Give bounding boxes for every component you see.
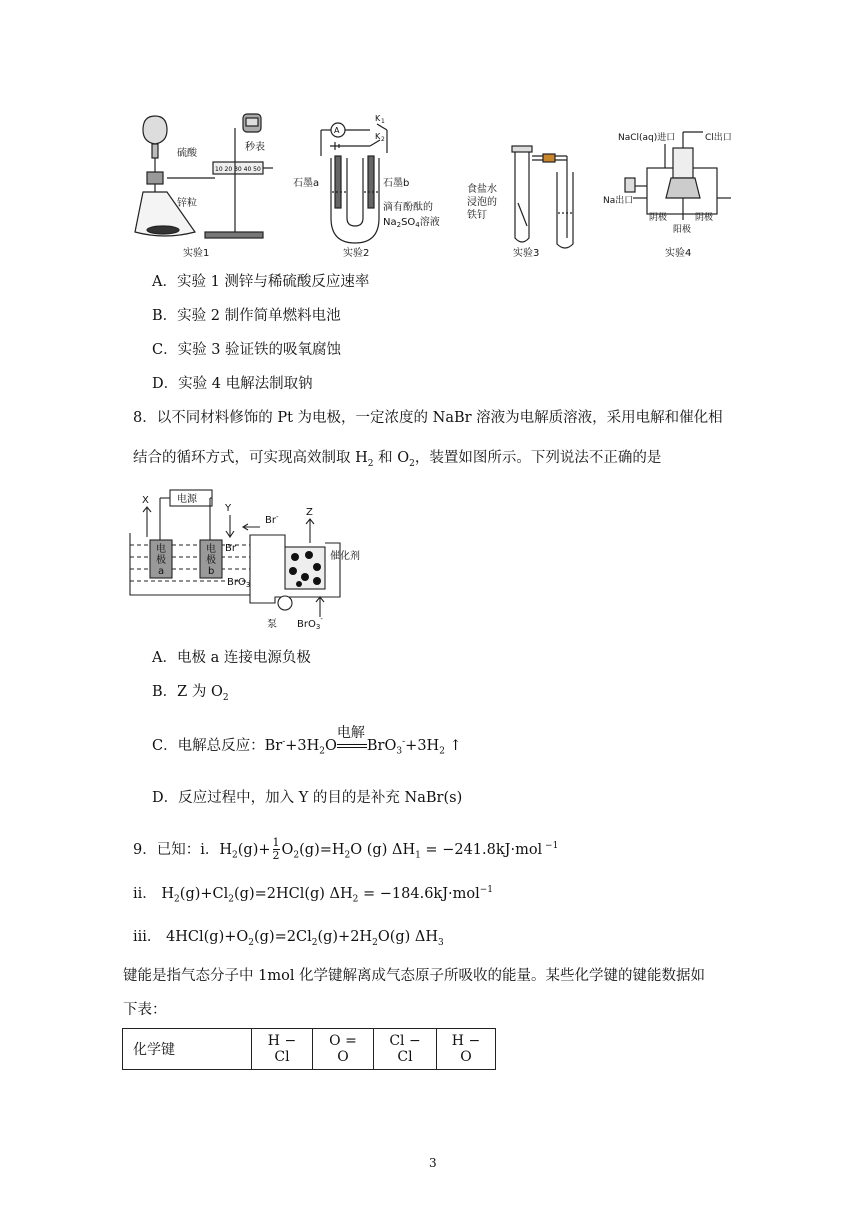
q8-electrode-a-2: 极 <box>156 555 166 566</box>
exp3-label-1: 食盐水 <box>467 184 497 195</box>
experiment-4-apparatus <box>625 132 731 220</box>
exp4-cathode1-label: 阴极 <box>649 213 668 223</box>
q8-electrode-b-2: 极 <box>206 555 216 566</box>
exp2-caption: 实验2 <box>343 248 370 259</box>
q7-option-a: A．实验 1 测锌与稀硫酸反应速率 <box>152 274 370 290</box>
q9-text-line2: 下表： <box>123 1002 167 1018</box>
q7-option-b: B．实验 2 制作简单燃料电池 <box>152 308 341 324</box>
exp4-caption: 实验4 <box>665 248 692 259</box>
q8-option-d: D．反应过程中，加入 Y 的目的是补充 NaBr(s) <box>152 790 463 806</box>
table-cell: Cl − Cl <box>374 1029 437 1070</box>
exp1-zinc-label: 锌粒 <box>177 198 197 209</box>
exp1-timer-label: 秒表 <box>245 142 265 153</box>
exp1-syringe-marks: 10 20 30 40 50 <box>215 166 261 173</box>
q9-equation-3: iii． $4HCl(g)+O_2(g)=2Cl_2(g)+2H_2O(g)$ $\Delta H_3$ <box>133 929 444 948</box>
table-row <box>123 1029 496 1070</box>
experiment-1-apparatus <box>135 114 273 238</box>
exp1-caption: 实验1 <box>183 248 210 259</box>
q8-pump-label: 泵 <box>267 619 277 630</box>
q8-option-b: B．Z 为 $O_2$ <box>152 684 229 703</box>
q9-equation-1: 9．已知：i．$H_2(g)+$ $\frac{1}{2}$ $O_2(g)=H_2O$ (g) $\Delta H_1 = -241.8kJ\cdot mol$ $^{-1}$ <box>133 836 559 863</box>
table-cell: H − O <box>437 1029 496 1070</box>
q8-br-near-label: Br <box>225 543 236 554</box>
page-number: 3 <box>429 1156 437 1170</box>
q8-c-condition: 电解 <box>336 724 365 741</box>
exp4-anode-label: 阳极 <box>673 225 692 235</box>
exp1-acid-label: 硫酸 <box>177 148 197 159</box>
exp4-cathode2-label: 阴极 <box>695 213 714 223</box>
exp2-k1-sub: 1 <box>381 118 385 125</box>
q8-stem-line1: 8．以不同材料修饰的 Pt 为电极，一定浓度的 NaBr 溶液为电解质溶液，采用电解和催化相 <box>133 410 723 426</box>
exp2-ammeter: A <box>334 126 340 135</box>
experiment-figure <box>125 108 745 263</box>
q8-br-arrow-label: Br- <box>265 513 279 526</box>
q8-bro3-label: BrO$_3$ <box>227 577 251 589</box>
experiment-2-apparatus <box>321 123 387 243</box>
q9-equation-2: ii． $H_2(g)+Cl_2(g)=2HCl(g) \Delta H_2 = -184.6kJ\cdot mol^{-1}$ <box>133 885 494 905</box>
q8-y-label: Y <box>225 503 232 514</box>
q8-power-label: 电源 <box>177 494 197 505</box>
exp4-na-out-label: Na出口 <box>603 196 634 206</box>
q8-bro3-bottom-label: BrO$_3$- <box>297 615 323 631</box>
q8-z-label: Z <box>306 507 313 518</box>
exp2-solution-line1: 滴有酚酞的 <box>383 202 433 213</box>
exp3-caption: 实验3 <box>513 248 540 259</box>
q8-option-a: A．电极 a 连接电源负极 <box>152 650 311 666</box>
exp2-left-label: 石墨a <box>293 178 320 189</box>
exp4-cl-out-label: Cl出口 <box>705 133 732 143</box>
q8-x-label: X <box>142 495 149 506</box>
q8-catalyst-label: 催化剂 <box>330 551 360 562</box>
exp4-inlet-label: NaCl(aq)进口 <box>618 133 676 143</box>
exp3-label-2: 浸泡的 <box>467 197 497 208</box>
table-cell: H − Cl <box>252 1029 313 1070</box>
experiment-3-apparatus <box>512 146 573 248</box>
q8-electrode-b-3: b <box>208 566 215 577</box>
exp2-k2: K <box>375 132 381 141</box>
q8-electrode-a-3: a <box>158 566 165 577</box>
exp2-k1: K <box>375 114 381 123</box>
q8-electrode-b-1: 电 <box>206 544 216 555</box>
q8-stem-line2: 结合的循环方式，可实现高效制取 $H_2$ 和 $O_2$，装置如图所示。下列说法不正确的是 <box>133 450 662 469</box>
table-header-cell: 化学键 <box>123 1029 252 1070</box>
exp3-label-3: 铁钉 <box>467 210 487 221</box>
q8-apparatus-figure <box>125 485 395 635</box>
exp2-right-label: 石墨b <box>383 178 410 189</box>
exp2-k2-sub: 2 <box>381 136 385 143</box>
exp2-solution-line2: $Na_2SO_4$溶液 <box>383 217 440 229</box>
q9-text-line1: 键能是指气态分子中 1mol 化学键解离成气态原子所吸收的能量。某些化学键的键能数据如 <box>123 968 706 984</box>
q8-option-c: C．电解总反应：$Br^-+3H_2O$ 电解 $BrO_3^-+3H_2$ ↑ <box>152 724 462 757</box>
table-cell: O = O <box>313 1029 374 1070</box>
bond-energy-table <box>122 1028 496 1070</box>
q8-electrode-a-1: 电 <box>156 544 166 555</box>
q7-option-c: C．实验 3 验证铁的吸氧腐蚀 <box>152 342 342 358</box>
q7-option-d: D．实验 4 电解法制取钠 <box>152 376 313 392</box>
